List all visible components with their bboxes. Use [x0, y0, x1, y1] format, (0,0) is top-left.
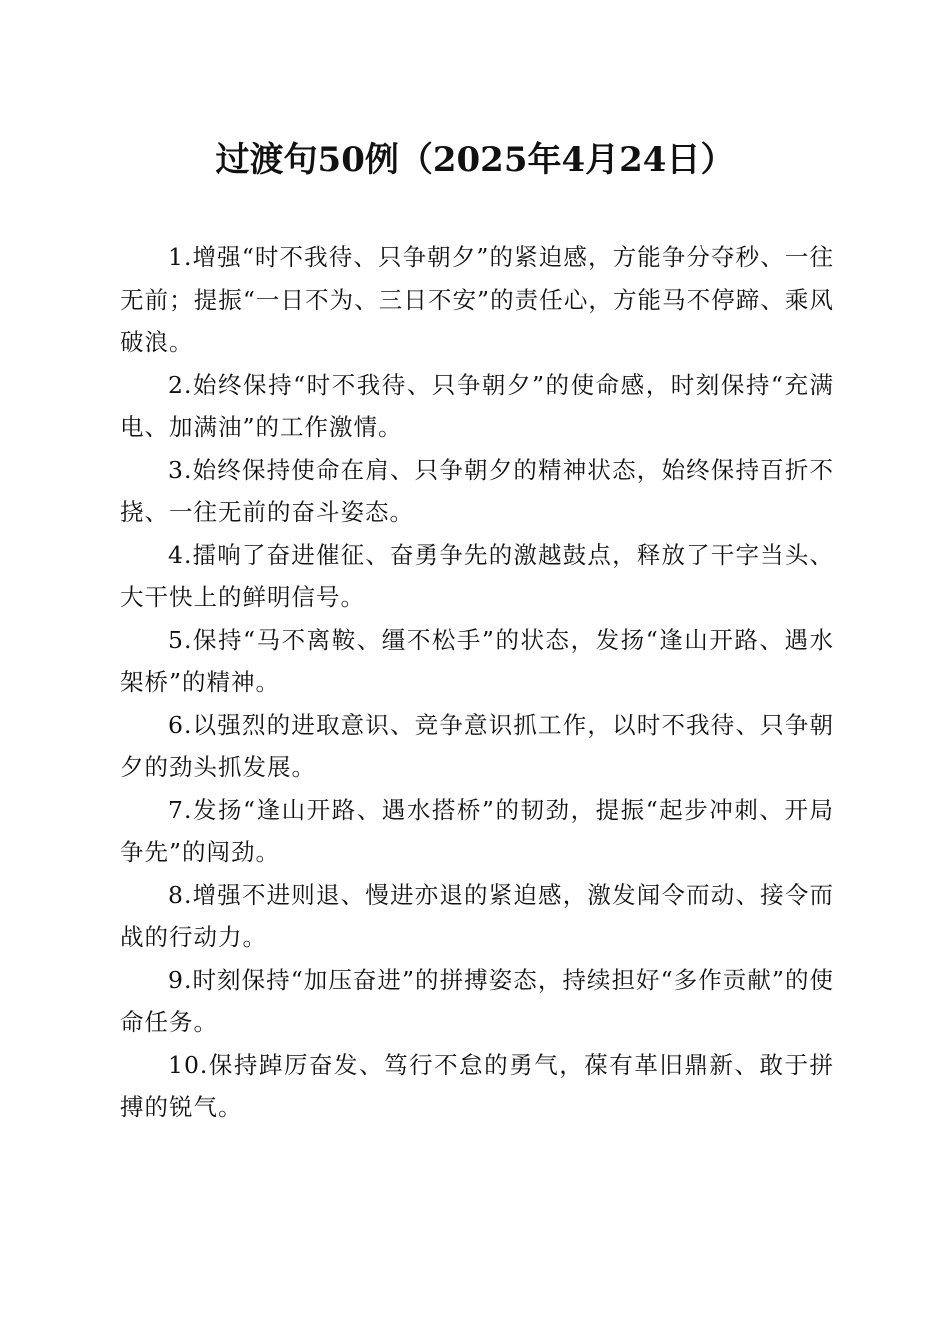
paragraph-item: 1.增强“时不我待、只争朝夕”的紧迫感，方能争分夺秒、一往无前；提振“一日不为、三日不安”的责任心，方能马不停蹄、乘风破浪。: [120, 243, 834, 356]
document-body: [120, 236, 834, 1129]
paragraph-item: 9.时刻保持“加压奋进”的拼搏姿态，持续担好“多作贡献”的使命任务。: [120, 965, 834, 1036]
document-title: 过渡句50例（2025年4月24日）: [215, 140, 735, 180]
paragraph-item: 6.以强烈的进取意识、竞争意识抓工作，以时不我待、只争朝夕的劲头抓发展。: [120, 710, 834, 781]
paragraph-item: 10.保持踔厉奋发、笃行不怠的勇气，葆有革旧鼎新、敢于拼搏的锐气。: [120, 1050, 834, 1121]
paragraph-item: 8.增强不进则退、慢进亦退的紧迫感，激发闻令而动、接令而战的行动力。: [120, 880, 834, 951]
paragraph-item: 7.发扬“逢山开路、遇水搭桥”的韧劲，提振“起步冲刺、开局争先”的闯劲。: [120, 795, 834, 866]
paragraph-item: 5.保持“马不离鞍、缰不松手”的状态，发扬“逢山开路、遇水架桥”的精神。: [120, 625, 834, 696]
paragraph-item: 3.始终保持使命在肩、只争朝夕的精神状态，始终保持百折不挠、一往无前的奋斗姿态。: [120, 455, 834, 526]
paragraph-item: 4.擂响了奋进催征、奋勇争先的激越鼓点，释放了干字当头、大干快上的鲜明信号。: [120, 540, 834, 611]
paragraph-item: 2.始终保持“时不我待、只争朝夕”的使命感，时刻保持“充满电、加满油”的工作激情。: [120, 370, 834, 441]
